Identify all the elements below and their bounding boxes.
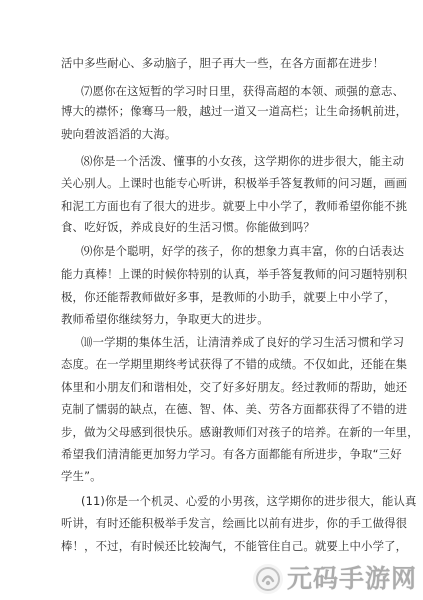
text-line: 能力真棒！上课的时候你特别的认真，举手答复教师的问习题特别积	[61, 267, 408, 281]
text-line: 活中多些耐心、多动脑子，胆子再大一些，在各方面都在进步！	[61, 56, 385, 70]
text-line: 步，做为父母感到很快乐。感谢教师们对孩子的培养。在新的一年里，	[61, 425, 419, 439]
text-line: 极，你还能帮教师做好多事，是教师的小助手，就要上中小学了，	[61, 290, 396, 304]
text-line: 博大的襟怀；像骞马一般，越过一道又一道高栏；让生命扬帆前进，	[61, 104, 408, 118]
text-line: 克制了懦弱的缺点，在德、智、体、美、劳各方面都获得了不错的进	[61, 402, 408, 416]
text-line: ⑼你是个聪明，好学的孩子，你的想象力真丰富，你的白话表达	[81, 244, 405, 258]
text-line: 棒！，不过，有时候还比较淘气，不能管住自己。就要上中小学了，	[61, 539, 408, 553]
text-line: ⑺愿你在这短暂的学习时日里，获得高超的本领、顽强的意志、	[81, 84, 405, 98]
text-line: ⑻你是一个活泼、懂事的小女孩，这学期你的进步很大，能主动	[81, 154, 405, 168]
text-line: 食、吃好饭，养成良好的生活习惯。你能做到吗？	[61, 220, 315, 234]
text-line: 和泥工方面也有了很大的进步。就要上中小学了，教师希望你能不挑	[61, 199, 408, 213]
watermark	[253, 564, 417, 594]
circle-logo-icon	[253, 564, 283, 594]
text-line: 关心别人。上课时也能专心听讲，积极举手答复教师的问习题，画画	[61, 176, 408, 190]
text-line: 态度。在一学期里期终考试获得了不错的成绩。不仅如此，还能在集	[61, 357, 408, 371]
text-line: 希望我们清清能更加努力学习。有各方面都能有所进步，争取“三好	[61, 447, 402, 461]
text-line: ⑽一学期的集体生活，让清清养成了良好的学习生活习惯和学习	[81, 335, 405, 349]
text-line: 学生”。	[61, 469, 102, 483]
watermark-text: 元码手游网	[286, 564, 417, 593]
text-line: 驶向碧波滔滔的大海。	[61, 127, 177, 141]
text-line: 教师希望你继续努力，争取更大的进步。	[61, 312, 269, 326]
text-line: 体里和小朋友们和谐相处，交了好多好朋友。经过教师的帮助，她还	[61, 380, 408, 394]
text-line: (11)你是一个机灵、心爱的小男孩，这学期你的进步很大，能认真	[81, 494, 417, 508]
text-line: 听讲，有时还能积极举手发言，绘画比以前有进步，你的手工做得很	[61, 516, 408, 530]
